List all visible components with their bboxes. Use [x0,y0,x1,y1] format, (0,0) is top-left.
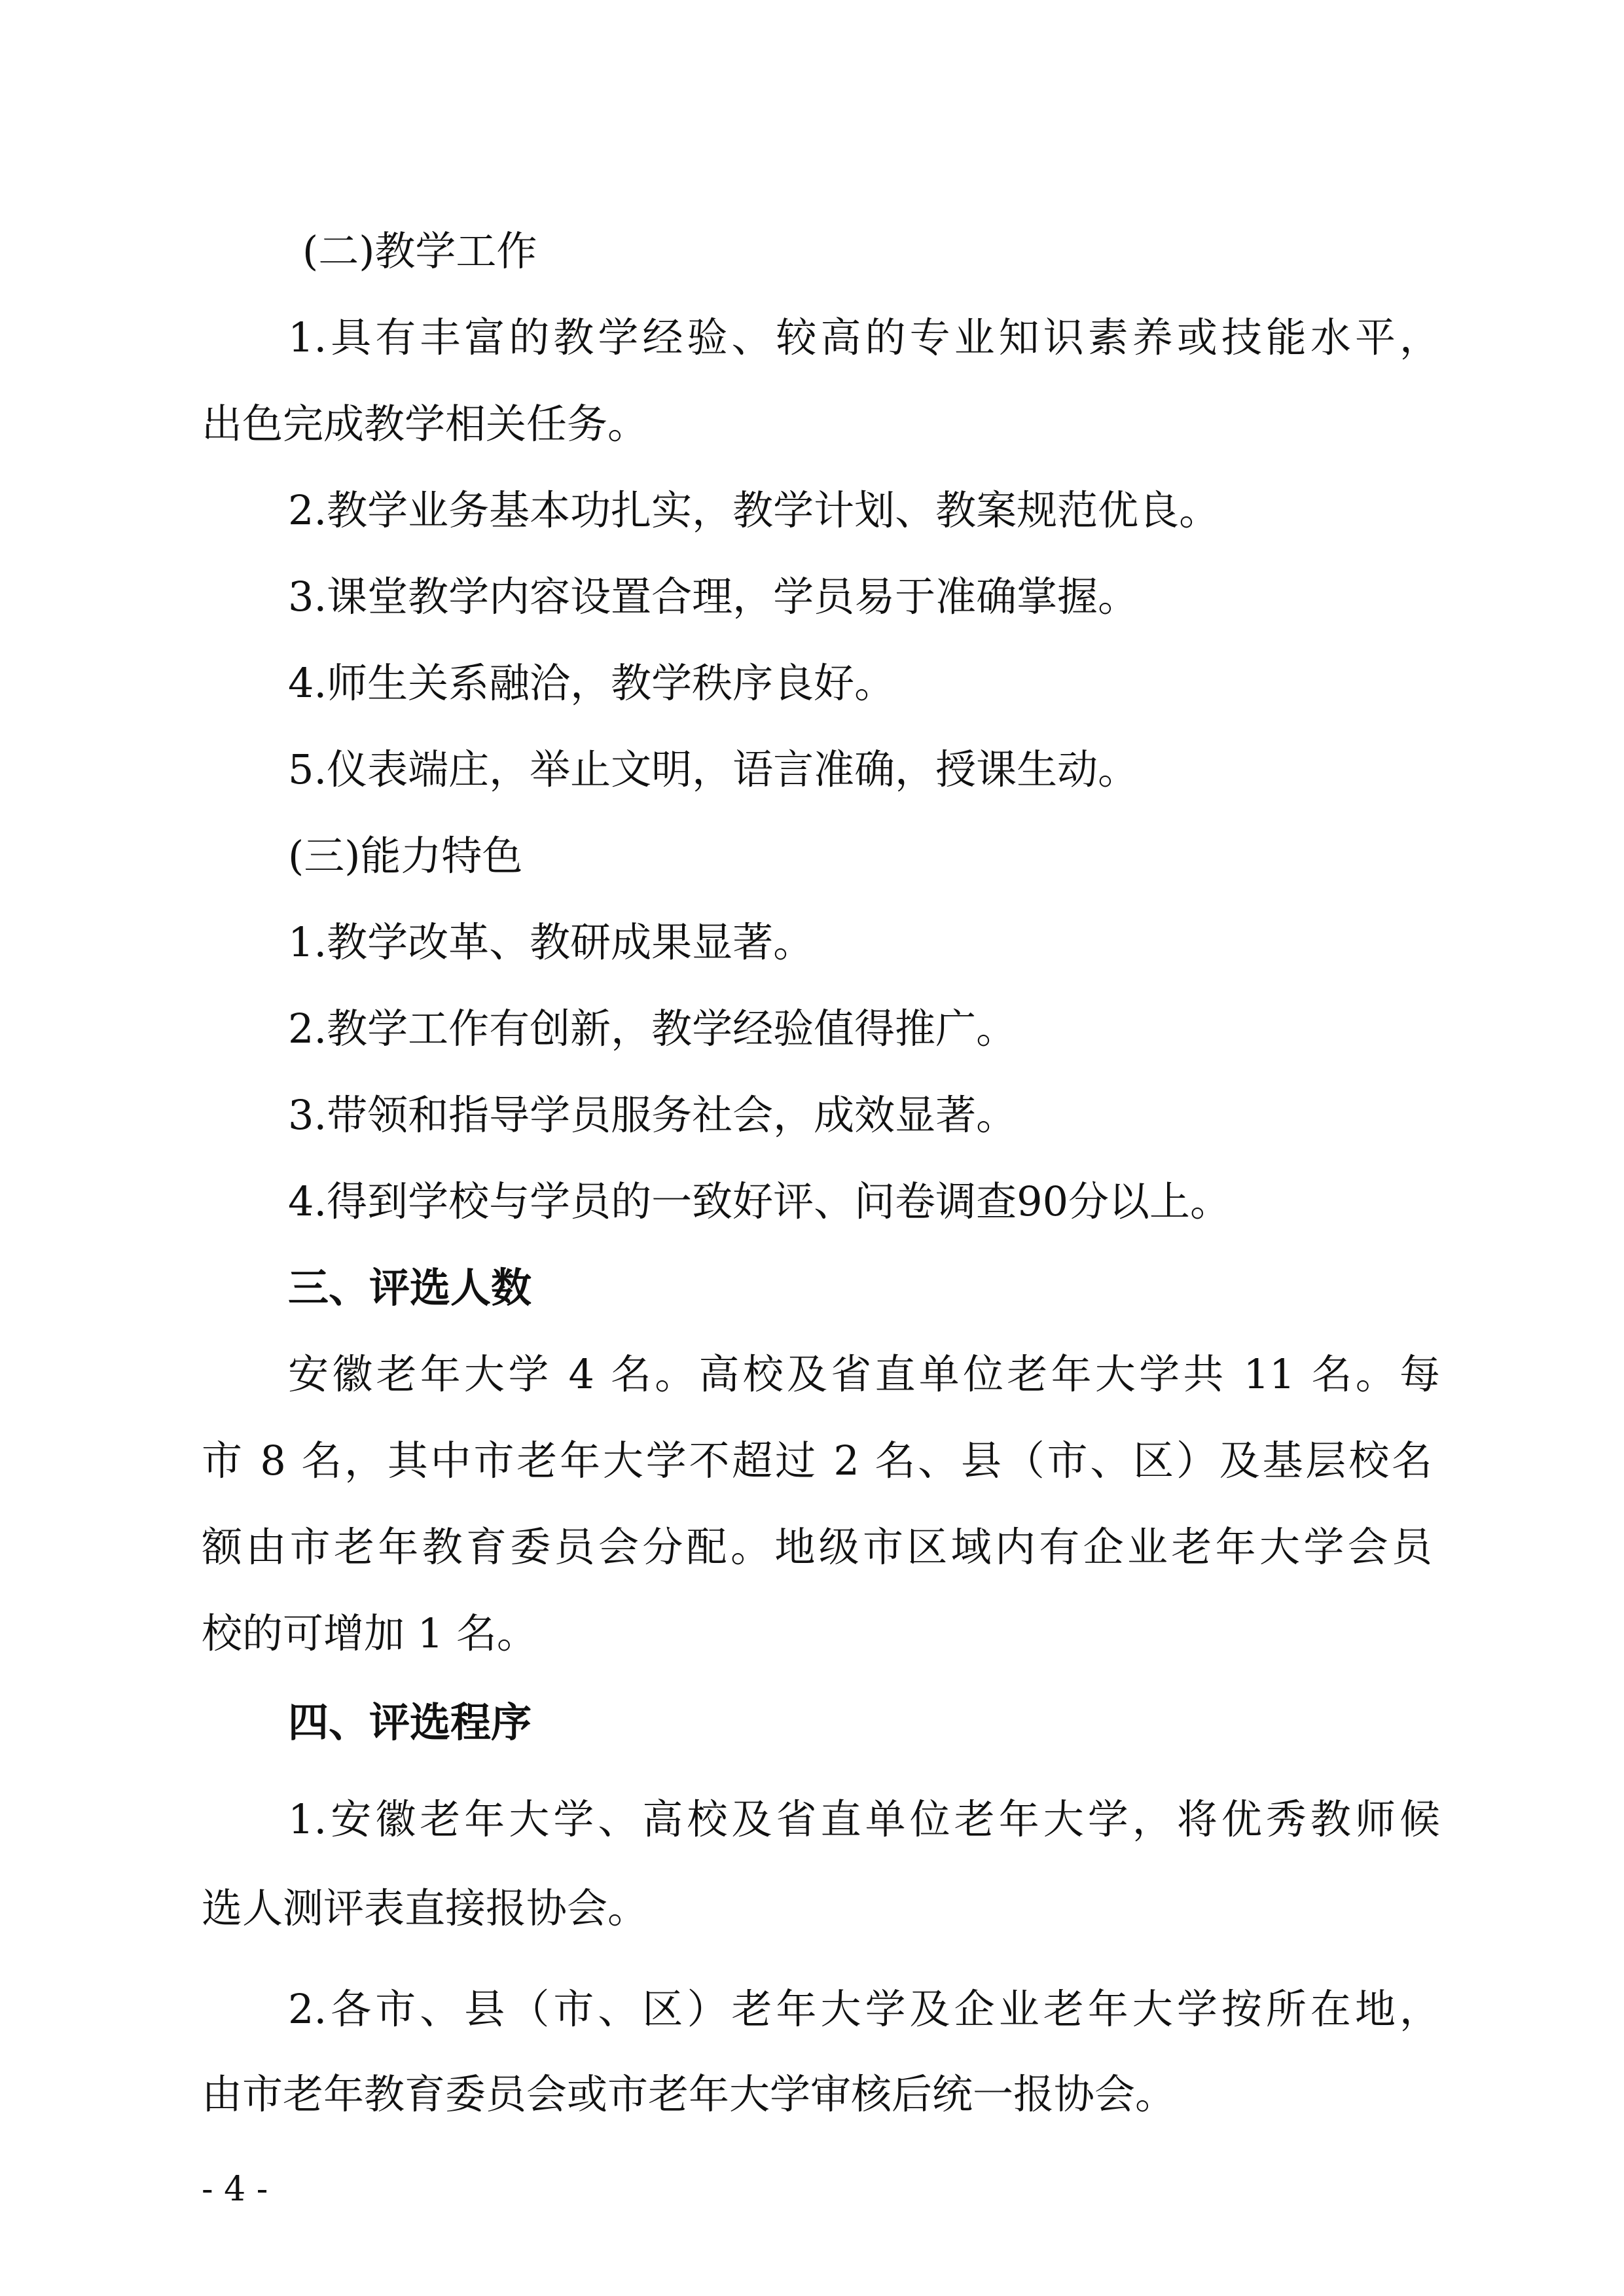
paragraph-line: 2.各市、县（市、区）老年大学及企业老年大学按所在地， [288,1985,1440,2033]
paragraph-line: 3.课堂教学内容设置合理，学员易于准确掌握。 [288,573,1139,620]
paragraph-line: 出色完成教学相关任务。 [202,400,649,448]
paragraph-line: 校的可增加 1 名。 [202,1609,537,1657]
page-number: - 4 - [202,2170,268,2209]
paragraph-line: 3.带领和指导学员服务社会，成效显著。 [288,1091,1017,1139]
paragraph-line: 1.安徽老年大学、高校及省直单位老年大学，将优秀教师候 [288,1795,1440,1843]
paragraph-line: 选人测评表直接报协会。 [202,1884,649,1932]
paragraph-line: 5.仪表端庄，举止文明，语言准确，授课生动。 [288,745,1139,793]
section-heading-selection-procedure: 四、评选程序 [288,1698,532,1746]
subsection-heading-teaching-work: (二)教学工作 [302,227,537,275]
paragraph-line: 安徽老年大学 4 名。高校及省直单位老年大学共 11 名。每 [288,1350,1440,1398]
section-heading-selection-quota: 三、评选人数 [288,1264,532,1312]
paragraph-line: 1.教学改革、教研成果显著。 [288,918,814,966]
subsection-heading-ability: (三)能力特色 [288,832,523,880]
paragraph-line: 市 8 名，其中市老年大学不超过 2 名、县（市、区）及基层校名 [202,1437,1432,1484]
paragraph-line: 由市老年教育委员会或市老年大学审核后统一报协会。 [202,2070,1176,2118]
paragraph-line: 2.教学工作有创新，教学经验值得推广。 [288,1005,1017,1052]
paragraph-line: 额由市老年教育委员会分配。地级市区域内有企业老年大学会员 [202,1523,1432,1571]
paragraph-line: 1.具有丰富的教学经验、较高的专业知识素养或技能水平， [288,314,1440,361]
paragraph-line: 2.教学业务基本功扎实，教学计划、教案规范优良。 [288,486,1220,534]
paragraph-line: 4.师生关系融洽，教学秩序良好。 [288,659,895,707]
paragraph-line: 4.得到学校与学员的一致好评、问卷调查90分以上。 [288,1177,1231,1225]
